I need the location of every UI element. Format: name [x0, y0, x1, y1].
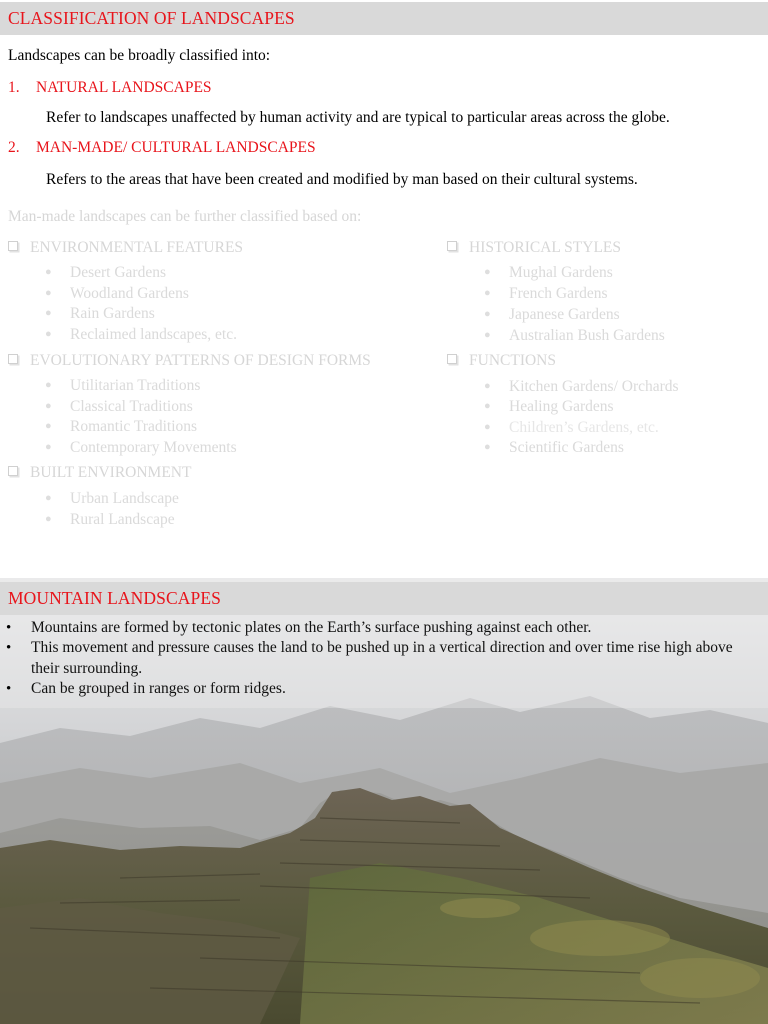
checkbox-outline-icon — [8, 241, 18, 251]
bullet-dot-icon: ● — [45, 420, 52, 432]
group-heading — [447, 238, 621, 258]
slide-title: MOUNTAIN LANDSCAPES — [0, 582, 768, 615]
item-number: 2. — [8, 139, 20, 156]
group-heading — [8, 238, 243, 258]
item-heading-label: MAN-MADE/ CULTURAL LANDSCAPES — [36, 139, 316, 156]
list-item: Mountains are formed by tectonic plates on the Earth’s surface pushing against each other. — [31, 619, 592, 636]
bullet-dot-icon: ● — [45, 441, 52, 453]
bullet-dot-icon: ● — [45, 400, 52, 412]
bullet-icon: • — [6, 640, 12, 656]
list-item: ● Woodland Gardens — [45, 285, 189, 302]
list-item: ● Rural Landscape — [45, 511, 175, 528]
intro-text: Landscapes can be broadly classified into: — [8, 47, 271, 64]
item-heading-label: NATURAL LANDSCAPES — [36, 79, 212, 96]
list-item: ● Healing Gardens — [484, 398, 614, 415]
bullet-dot-icon: ● — [484, 400, 491, 412]
item-heading-natural — [8, 78, 212, 98]
list-item: ● Children’s Gardens, etc. — [484, 419, 659, 436]
list-item: ● Reclaimed landscapes, etc. — [45, 326, 237, 343]
bullet-icon: • — [6, 620, 12, 636]
list-item: ● Australian Bush Gardens — [484, 327, 665, 344]
list-item: ● Utilitarian Traditions — [45, 377, 201, 394]
checkbox-outline-icon — [8, 466, 18, 476]
group-heading-label: BUILT ENVIRONMENT — [30, 464, 192, 481]
list-item: ● Desert Gardens — [45, 264, 166, 281]
bullet-dot-icon: ● — [45, 287, 52, 299]
bullet-dot-icon: ● — [45, 492, 52, 504]
group-heading-label: FUNCTIONS — [469, 352, 556, 369]
bullet-dot-icon: ● — [484, 329, 491, 341]
bullet-icon: • — [6, 681, 12, 697]
slide-mountain-landscapes — [0, 578, 768, 1024]
bullet-dot-icon: ● — [484, 421, 491, 433]
list-item: ● Romantic Traditions — [45, 418, 198, 435]
list-item: ● Japanese Gardens — [484, 306, 620, 323]
list-item: ● French Gardens — [484, 285, 608, 302]
group-heading — [8, 351, 371, 371]
list-item: Can be grouped in ranges or form ridges. — [31, 680, 286, 697]
bullet-dot-icon: ● — [484, 308, 491, 320]
group-heading-label: ENVIRONMENTAL FEATURES — [30, 239, 244, 256]
item-number: 1. — [8, 79, 20, 96]
list-item: ● Classical Traditions — [45, 398, 193, 415]
checkbox-outline-icon — [447, 354, 457, 364]
slide-title: CLASSIFICATION OF LANDSCAPES — [0, 2, 768, 35]
bullet-dot-icon: ● — [484, 287, 491, 299]
group-heading-label: HISTORICAL STYLES — [469, 239, 621, 256]
group-heading — [447, 351, 556, 371]
bullet-dot-icon: ● — [45, 328, 52, 340]
bullet-dot-icon: ● — [45, 379, 52, 391]
list-item: ● Mughal Gardens — [484, 264, 613, 281]
list-item: ● Contemporary Movements — [45, 439, 237, 456]
item-desc-manmade: Refers to the areas that have been created and modified by man based on their cultural systems. — [46, 171, 638, 188]
group-heading-label: EVOLUTIONARY PATTERNS OF DESIGN FORMS — [30, 352, 371, 369]
checkbox-outline-icon — [8, 354, 18, 364]
bullet-dot-icon: ● — [45, 307, 52, 319]
group-heading — [8, 463, 191, 483]
list-item: ● Kitchen Gardens/ Orchards — [484, 378, 679, 395]
bullet-dot-icon: ● — [45, 513, 52, 525]
bullet-dot-icon: ● — [45, 266, 52, 278]
list-item: This movement and pressure causes the land to be pushed up in a vertical direction and over time rise high above their surrounding. — [31, 639, 733, 677]
list-item: ● Scientific Gardens — [484, 439, 624, 456]
bullet-dot-icon: ● — [484, 441, 491, 453]
item-desc-natural: Refer to landscapes unaffected by human activity and are typical to particular areas across the globe. — [46, 109, 670, 126]
list-item: ● Urban Landscape — [45, 490, 179, 507]
further-classified-text: Man-made landscapes can be further classified based on: — [8, 208, 362, 225]
bullet-dot-icon: ● — [484, 266, 491, 278]
list-item: ● Rain Gardens — [45, 305, 155, 322]
item-heading-manmade — [8, 138, 316, 158]
bullet-dot-icon: ● — [484, 380, 491, 392]
checkbox-outline-icon — [447, 241, 457, 251]
